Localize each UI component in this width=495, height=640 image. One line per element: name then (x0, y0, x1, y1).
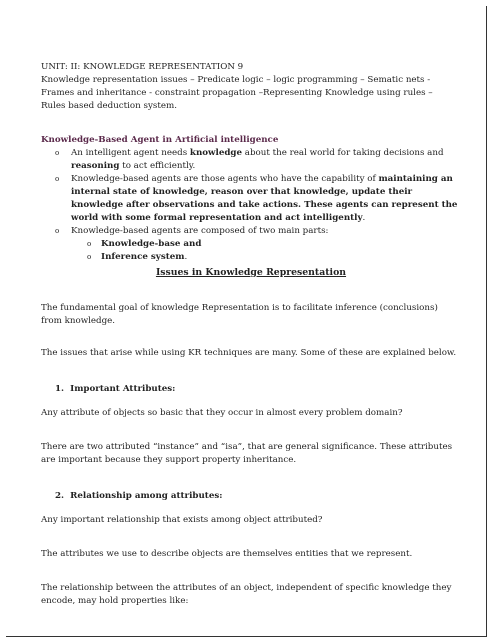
issue-heading-2-text: Relationship among attributes: (70, 491, 223, 501)
issues-intro-paragraph: The issues that arise while using KR techniques are many. Some of these are explained below. (41, 348, 457, 358)
kba-sub-item-2-post: . (184, 252, 188, 262)
unit-syllabus-line-3: Rules based deduction system. (41, 101, 177, 111)
kba-sub-item-2 (87, 251, 461, 264)
kba-bullet-1-post: to act efficiently. (119, 161, 196, 171)
issue-heading-2-number: 2. (55, 491, 65, 501)
kba-bullet-list (41, 147, 461, 264)
kba-sub-item-1 (87, 238, 461, 251)
issue-2-paragraph-2: The attributes we use to describe objects are themselves entities that we represent. (41, 549, 413, 559)
issue-2-paragraph-1: Any important relationship that exists among object attributed? (41, 515, 323, 525)
issue-heading-2 (41, 490, 461, 503)
issue-heading-1-number: 1. (55, 384, 65, 394)
unit-syllabus-line-1: Knowledge representation issues – Predicate logic – logic programming – Sematic nets - (41, 75, 431, 85)
kba-bullet-1-pre: An intelligent agent needs (71, 148, 190, 158)
issue-1-paragraph-2: There are two attributed “instance” and “isa”, that are general significance. These attributes are important because they support property inheritance. (41, 442, 453, 465)
kba-bullet-1 (55, 147, 461, 173)
unit-title: UNIT: II: KNOWLEDGE REPRESENTATION 9 (41, 62, 244, 72)
kba-sub-item-1-text: Knowledge-base and (101, 239, 202, 249)
kba-bullet-3-text: Knowledge-based agents are composed of two main parts: (71, 226, 329, 236)
kba-bullet-3 (55, 225, 461, 264)
kba-sub-item-2-text: Inference system (101, 252, 185, 262)
issue-2-paragraph-3: The relationship between the attributes of an object, independent of specific knowledge they encode, may hold properties like: (41, 583, 452, 606)
page-content (41, 61, 461, 608)
kba-bullet-1-mid: about the real world for taking decisions and (242, 148, 444, 158)
kba-sub-list (71, 238, 461, 264)
issues-title: Issues in Knowledge Representation (155, 267, 347, 278)
kba-bullet-1-bold-reasoning: reasoning (71, 161, 120, 171)
kba-bullet-2-pre: Knowledge-based agents are those agents who have the capability of (71, 174, 379, 184)
kba-bullet-2-bold: maintaining an internal state of knowledge, reason over that knowledge, update their knowledge after observations and take actions. These agents can represent the world with some formal representation and act intelligently (71, 174, 458, 223)
issue-heading-1-text: Important Attributes: (70, 384, 176, 394)
document-page (6, 6, 487, 637)
issue-heading-1 (41, 383, 461, 396)
kba-bullet-1-bold-knowledge: knowledge (189, 148, 243, 158)
issues-goal-paragraph: The fundamental goal of knowledge Representation is to facilitate inference (conclusions) from knowledge. (41, 303, 438, 326)
kba-bullet-2 (55, 173, 461, 225)
unit-syllabus-line-2: Frames and inheritance - constraint propagation –Representing Knowledge using rules – (41, 88, 433, 98)
kba-bullet-2-post: . (362, 213, 366, 223)
kba-heading: Knowledge-Based Agent in Artificial intelligence (41, 135, 279, 145)
issue-1-paragraph-1: Any attribute of objects so basic that they occur in almost every problem domain? (41, 408, 403, 418)
